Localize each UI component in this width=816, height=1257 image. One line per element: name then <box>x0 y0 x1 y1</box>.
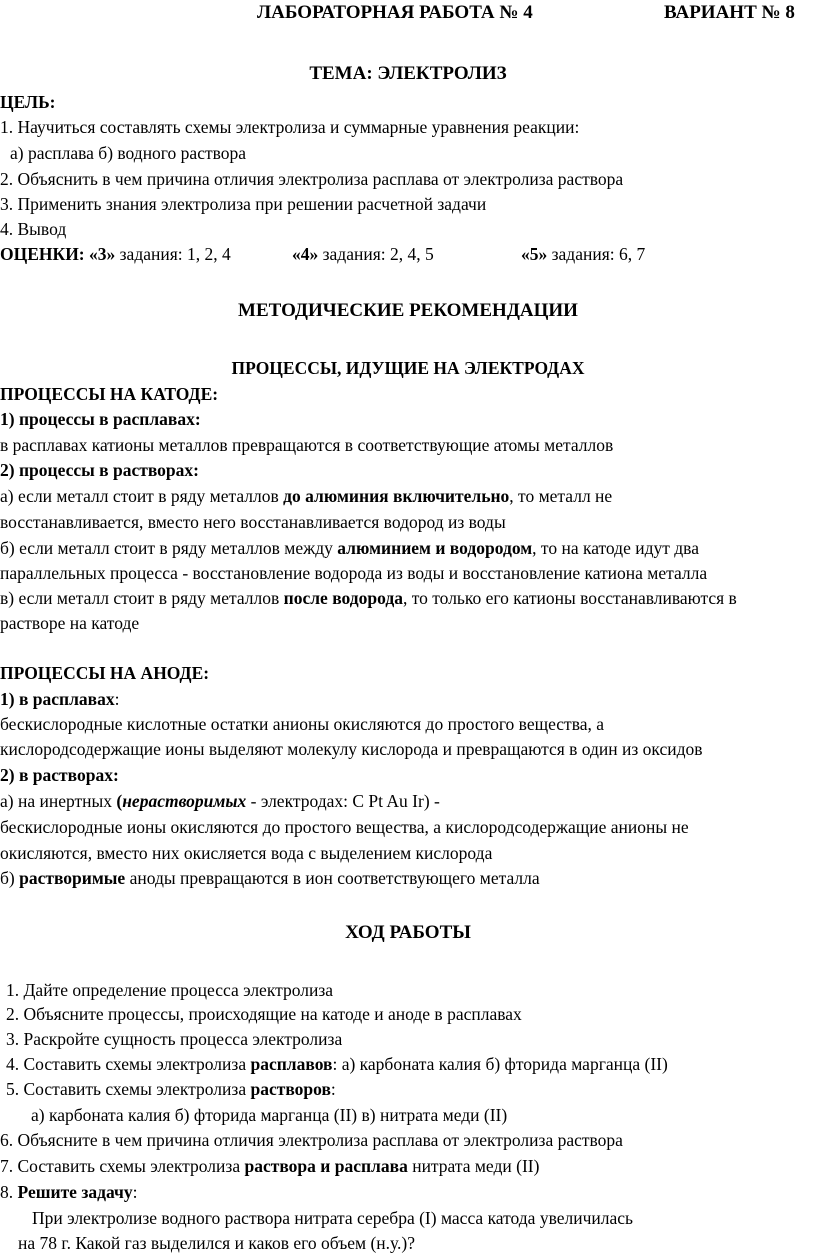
task-3: 3. Раскройте сущность процесса электролиза <box>6 1029 343 1049</box>
anode-a-paren: ( <box>116 791 123 811</box>
grades-label: ОЦЕНКИ: <box>0 244 85 264</box>
task-4-text: 4. Составить схемы электролиза <box>6 1054 251 1074</box>
task-5-items: а) карбоната калия б) фторида марганца (II) в) нитрата меди (II) <box>31 1105 508 1125</box>
task-8-problem-line-2: на 78 г. Какой газ выделился и каков его объем (н.у.)? <box>18 1233 415 1253</box>
task-8-text: 8. <box>0 1182 18 1202</box>
task-4 <box>6 1053 668 1075</box>
anode-melt-heading: 1) в расплавах <box>0 689 115 709</box>
cathode-heading: ПРОЦЕССЫ НА КАТОДЕ: <box>0 384 219 404</box>
task-6: 6. Объясните в чем причина отличия электролиза расплава от электролиза раствора <box>0 1130 623 1150</box>
grade-3: «3» <box>89 244 116 264</box>
cathode-melt-heading: 1) процессы в расплавах: <box>0 409 201 429</box>
task-7-text-end: нитрата меди (II) <box>407 1156 540 1176</box>
grade-5: «5» <box>521 244 548 264</box>
task-5-text-end: : <box>330 1079 336 1099</box>
goal-heading: ЦЕЛЬ: <box>0 92 56 112</box>
variant-label: ВАРИАНТ № 8 <box>664 2 795 23</box>
anode-case-a-line-3: окисляются, вместо них окисляется вода с выделением кислорода <box>0 843 493 863</box>
task-5-text: 5. Составить схемы электролиза <box>6 1079 251 1099</box>
case-b-text-end: , то на катоде идут два <box>532 538 699 558</box>
case-c-text: в) если металл стоит в ряду металлов <box>0 588 284 608</box>
case-b-text: б) если металл стоит в ряду металлов между <box>0 538 338 558</box>
case-a-text-end: , то металл не <box>509 486 613 506</box>
goal-item-1: 1. Научиться составлять схемы электролиза и суммарные уравнения реакции: <box>0 117 580 137</box>
grade-5-line <box>521 243 645 265</box>
case-a-emphasis: до алюминия включительно <box>283 486 510 506</box>
anode-b-emphasis: растворимые <box>19 868 126 888</box>
case-c-text-end: , то только его катионы восстанавливаются в <box>402 588 737 608</box>
anode-melt-line-2: кислородсодержащие ионы выделяют молекулу кислорода и превращаются в один из оксидов <box>0 739 703 759</box>
anode-a-emphasis: нерастворимых <box>122 791 247 811</box>
methods-subtitle: ПРОЦЕССЫ, ИДУЩИЕ НА ЭЛЕКТРОДАХ <box>231 358 585 378</box>
grade-4-tasks: задания: 2, 4, 5 <box>322 244 434 264</box>
anode-b-text-end: аноды превращаются в ион соответствующего металла <box>125 868 540 888</box>
task-4-text-end: : а) карбоната калия б) фторида марганца (II) <box>332 1054 668 1074</box>
anode-case-a-line-2: бескислородные ионы окисляются до простого вещества, а кислородсодержащие анионы не <box>0 817 689 837</box>
task-1: 1. Дайте определение процесса электролиза <box>6 980 334 1000</box>
task-5 <box>6 1078 336 1100</box>
topic-title: ТЕМА: ЭЛЕКТРОЛИЗ <box>309 63 507 84</box>
cathode-case-a <box>0 485 612 507</box>
anode-a-text: а) на инертных <box>0 791 117 811</box>
anode-a-text-end: - электродах: С Pt Au Ir) - <box>246 791 440 811</box>
task-2: 2. Объясните процессы, происходящие на катоде и аноде в расплавах <box>6 1004 522 1024</box>
lab-title: ЛАБОРАТОРНАЯ РАБОТА № 4 <box>257 2 533 23</box>
task-4-emphasis: расплавов <box>250 1054 333 1074</box>
grade-3-tasks: задания: 1, 2, 4 <box>119 244 231 264</box>
task-7-text: 7. Составить схемы электролиза <box>0 1156 245 1176</box>
goal-item-4: 4. Вывод <box>0 219 67 239</box>
case-a-text: а) если металл стоит в ряду металлов <box>0 486 284 506</box>
grade-4-line <box>292 243 434 265</box>
cathode-case-b <box>0 537 699 559</box>
grades-line <box>0 243 231 265</box>
anode-case-a <box>0 790 440 812</box>
cathode-case-b-cont: параллельных процесса - восстановление водорода из воды и восстановление катиона металла <box>0 563 708 583</box>
cathode-case-c-cont: растворе на катоде <box>0 613 140 633</box>
work-title: ХОД РАБОТЫ <box>345 922 471 943</box>
case-b-emphasis: алюминием и водородом <box>337 538 533 558</box>
cathode-melt-text: в расплавах катионы металлов превращаются в соответствующие атомы металлов <box>0 435 614 455</box>
task-8-colon: : <box>132 1182 138 1202</box>
anode-case-b <box>0 867 540 889</box>
task-8-emphasis: Решите задачу <box>17 1182 133 1202</box>
goal-item-2: 2. Объяснить в чем причина отличия электролиза расплава от электролиза раствора <box>0 169 624 189</box>
grade-4: «4» <box>292 244 319 264</box>
task-8-problem-line-1: При электролизе водного раствора нитрата серебра (I) масса катода увеличилась <box>32 1208 634 1228</box>
cathode-case-a-cont: восстанавливается, вместо него восстанавливается водород из воды <box>0 512 506 532</box>
methods-title: МЕТОДИЧЕСКИЕ РЕКОМЕНДАЦИИ <box>238 300 578 321</box>
grade-5-tasks: задания: 6, 7 <box>551 244 646 264</box>
cathode-solution-heading: 2) процессы в растворах: <box>0 460 199 480</box>
task-8 <box>0 1181 138 1203</box>
goal-item-1-sub: а) расплава б) водного раствора <box>10 143 247 163</box>
anode-heading: ПРОЦЕССЫ НА АНОДЕ: <box>0 663 210 683</box>
goal-item-3: 3. Применить знания электролиза при решении расчетной задачи <box>0 194 487 214</box>
anode-melt-colon: : <box>114 689 120 709</box>
anode-b-text: б) <box>0 868 20 888</box>
task-7 <box>0 1155 539 1177</box>
anode-solution-heading: 2) в растворах: <box>0 765 119 785</box>
task-7-emphasis: раствора и расплава <box>244 1156 408 1176</box>
case-c-emphasis: после водорода <box>283 588 403 608</box>
anode-melt-heading-line <box>0 688 120 710</box>
anode-melt-line-1: бескислородные кислотные остатки анионы окисляются до простого вещества, а <box>0 714 605 734</box>
cathode-case-c <box>0 587 737 609</box>
task-5-emphasis: растворов <box>250 1079 331 1099</box>
